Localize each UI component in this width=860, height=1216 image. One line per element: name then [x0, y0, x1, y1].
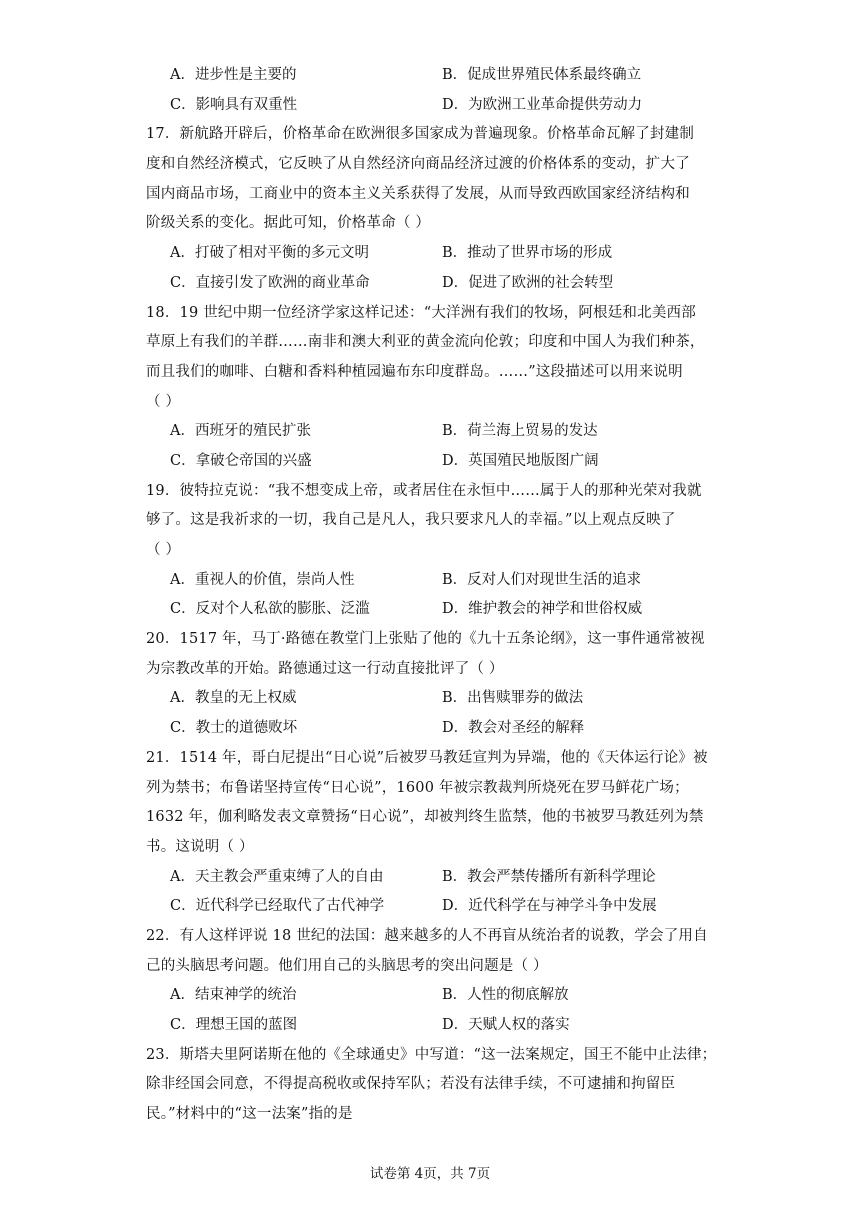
options-row — [146, 61, 716, 91]
answer-option: C．影响具有双重性 — [170, 96, 298, 113]
question-stem-line: 除非经国会同意，不得提高税收或保持军队；若没有法律手续，不可逮捕和拘留臣 — [146, 1076, 676, 1093]
options-row — [146, 91, 716, 121]
answer-option: D．促进了欧洲的社会转型 — [442, 274, 614, 291]
answer-option: D．为欧洲工业革命提供劳动力 — [442, 96, 643, 113]
answer-option: A．教皇的无上权威 — [170, 690, 297, 707]
answer-option: D．教会对圣经的解释 — [442, 720, 585, 737]
question-stem-line: 23．斯塔夫里阿诺斯在他的《全球通史》中写道：“这一法案规定，国王不能中止法律； — [146, 1046, 716, 1063]
answer-option: D．维护教会的神学和世俗权威 — [442, 601, 643, 618]
answer-option: B．人性的彻底解放 — [442, 987, 569, 1004]
options-row — [146, 892, 716, 922]
question-stem-line: （ ） — [146, 393, 181, 410]
options-row — [146, 447, 716, 477]
answer-option: C．近代科学已经取代了古代神学 — [170, 898, 385, 915]
answer-option: D．英国殖民地版图广阔 — [442, 452, 599, 469]
question-stem-line: （ ） — [146, 542, 181, 558]
answer-option: A．天主教会严重束缚了人的自由 — [170, 868, 384, 885]
answer-option: C．理想王国的蓝图 — [170, 1017, 298, 1033]
question-q23 — [146, 1041, 716, 1130]
question-stem-line: 18．19 世纪中期一位经济学家这样记述：“大洋洲有我们的牧场，阿根廷和北美西部 — [146, 304, 696, 321]
answer-option: A．西班牙的殖民扩张 — [170, 423, 311, 440]
question-list — [146, 61, 716, 1130]
question-stem-line: 国内商品市场，工商业中的资本主义关系获得了发展，从而导致西欧国家经济结构和 — [146, 185, 690, 202]
question-q20 — [146, 625, 716, 744]
question-q19 — [146, 477, 716, 625]
question-stem-line: 书。这说明（ ） — [146, 838, 254, 855]
answer-option: B．推动了世界市场的形成 — [442, 245, 613, 262]
answer-option: D．天赋人权的落实 — [442, 1017, 570, 1033]
question-stem-line: 民。”材料中的“这一法案”指的是 — [146, 1106, 353, 1123]
question-stem-line: 而且我们的咖啡、白糖和香料种植园遍布东印度群岛。……”这段描述可以用来说明 — [146, 363, 683, 380]
answer-option: A．重视人的价值，崇尚人性 — [170, 571, 355, 588]
question-stem-line: 22．有人这样评说 18 世纪的法国：越来越多的人不再盲从统治者的说教，学会了用自 — [146, 927, 708, 944]
answer-option: D．近代科学在与神学斗争中发展 — [442, 898, 657, 915]
options-row — [146, 566, 716, 596]
question-stem-line: 19．彼特拉克说：“我不想变成上帝，或者居住在永恒中……属于人的那种光荣对我就 — [146, 482, 702, 499]
question-stem-line: 20．1517 年，马丁·路德在教堂门上张贴了他的《九十五条论纲》，这一事件通常被视 — [146, 631, 705, 648]
answer-option: B．荷兰海上贸易的发达 — [442, 423, 598, 440]
answer-option: C．直接引发了欧洲的商业革命 — [170, 274, 370, 291]
answer-option: C．反对个人私欲的膨胀、泛滥 — [170, 601, 370, 618]
question-stem-line: 草原上有我们的羊群……南非和澳大利亚的黄金流向伦敦；印度和中国人为我们种茶， — [146, 334, 705, 351]
question-q16 — [146, 61, 716, 120]
options-row — [146, 417, 716, 447]
question-q21 — [146, 744, 716, 922]
question-stem-line: 己的头脑思考问题。他们用自己的头脑思考的突出问题是（ ） — [146, 957, 548, 974]
options-row — [146, 714, 716, 744]
question-stem-line: 列为禁书；布鲁诺坚持宣传“日心说”，1600 年被宗教裁判所烧死在罗马鲜花广场； — [146, 779, 689, 796]
question-q18 — [146, 299, 716, 477]
answer-option: B．反对人们对现世生活的追求 — [442, 571, 642, 588]
options-row — [146, 684, 716, 714]
question-stem-line: 度和自然经济模式，它反映了从自然经济向商品经济过渡的价格体系的变动，扩大了 — [146, 156, 690, 173]
question-stem-line: 17．新航路开辟后，价格革命在欧洲很多国家成为普遍现象。价格革命瓦解了封建制 — [146, 126, 695, 143]
answer-option: C．教士的道德败坏 — [170, 720, 298, 737]
page-footer: 试卷第 4页，共 7页 — [369, 1166, 491, 1182]
question-q17 — [146, 120, 716, 298]
options-row — [146, 269, 716, 299]
question-stem-line: 阶级关系的变化。据此可知，价格革命（ ） — [146, 215, 431, 232]
answer-option: A．打破了相对平衡的多元文明 — [170, 245, 369, 262]
options-row — [146, 981, 716, 1011]
options-row — [146, 863, 716, 893]
answer-option: C．拿破仑帝国的兴盛 — [170, 452, 312, 469]
question-stem-line: 21．1514 年，哥白尼提出“日心说”后被罗马教廷宣判为异端，他的《天体运行论》被 — [146, 749, 708, 766]
answer-option: B．促成世界殖民体系最终确立 — [442, 67, 642, 83]
options-row — [146, 595, 716, 625]
question-stem-line: 1632 年，伽利略发表文章赞扬“日心说”，却被判终生监禁，他的书被罗马教廷列为禁 — [146, 809, 704, 826]
question-stem-line: 为宗教改革的开始。路德通过这一行动直接批评了（ ） — [146, 660, 504, 677]
options-row — [146, 1011, 716, 1041]
answer-option: B．教会严禁传播所有新科学理论 — [442, 868, 656, 885]
answer-option: A．结束神学的统治 — [170, 987, 297, 1004]
question-q22 — [146, 922, 716, 1041]
answer-option: B．出售赎罪券的做法 — [442, 690, 584, 707]
question-stem-line: 够了。这是我祈求的一切，我自己是凡人，我只要求凡人的幸福。”以上观点反映了 — [146, 512, 676, 529]
options-row — [146, 239, 716, 269]
answer-option: A．进步性是主要的 — [170, 67, 297, 83]
